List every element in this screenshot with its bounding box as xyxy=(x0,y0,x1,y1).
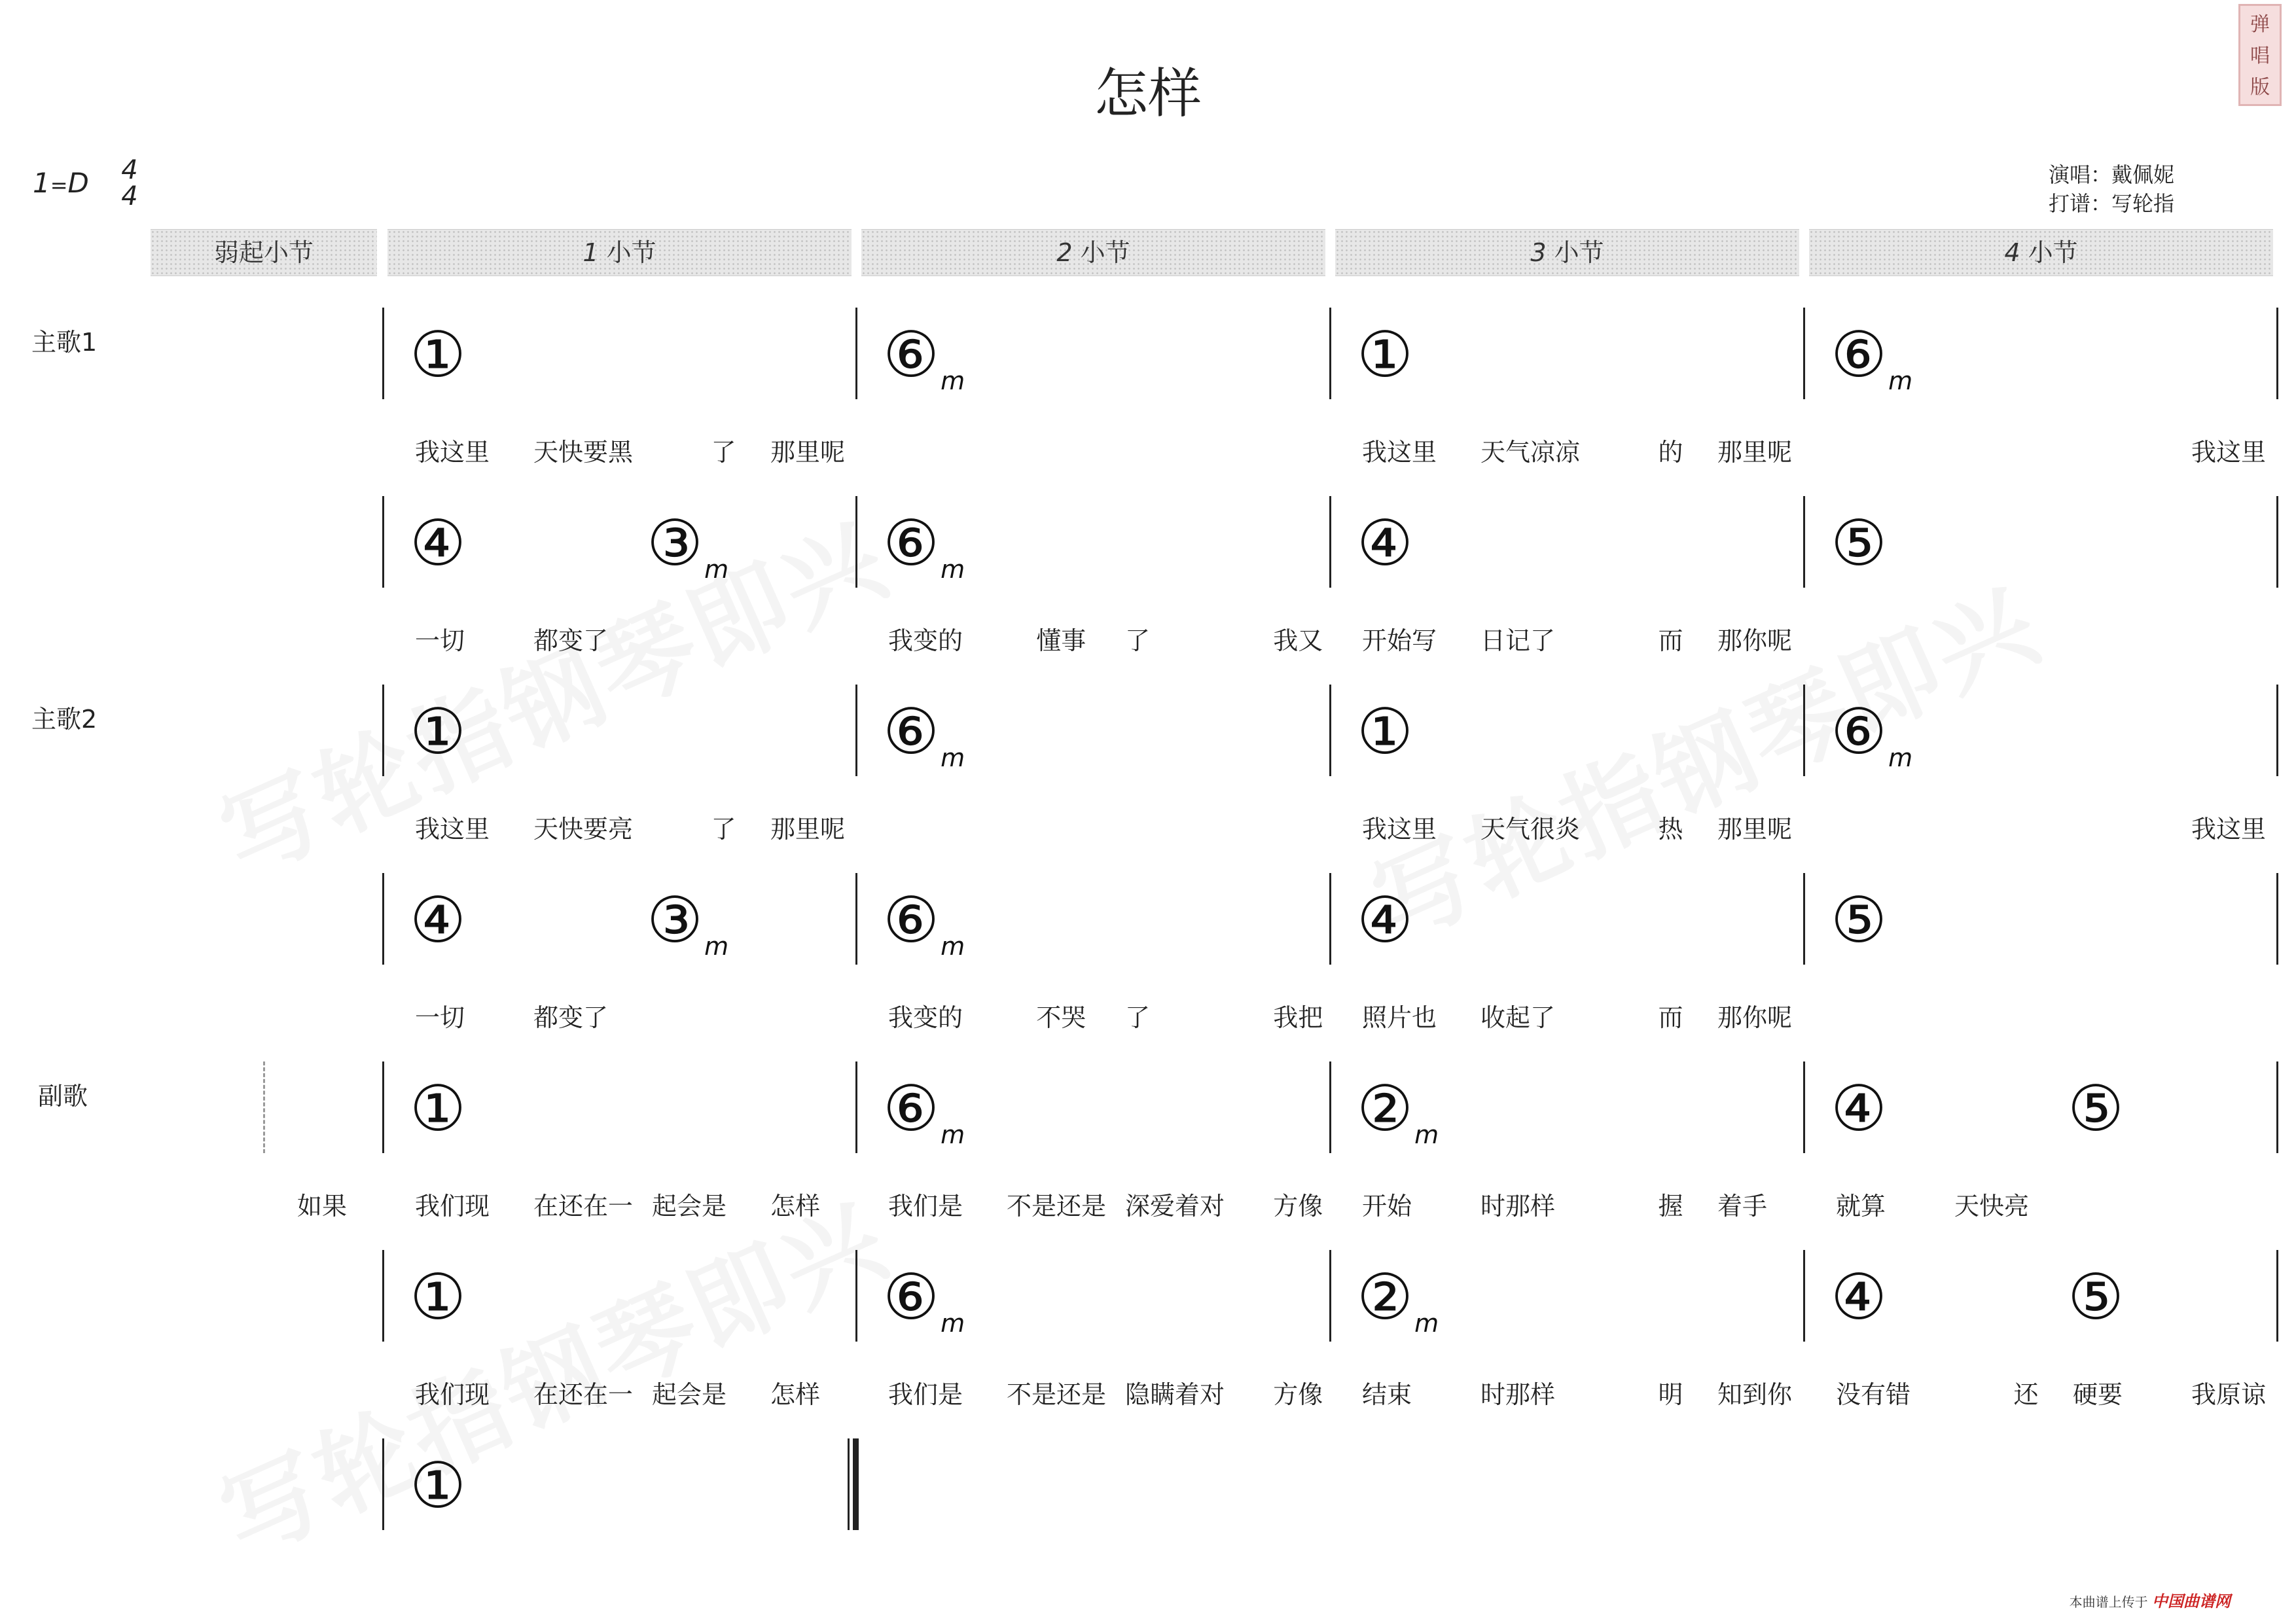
chord-symbol xyxy=(883,1072,965,1153)
chord-quality: m xyxy=(941,1120,965,1149)
chord-degree: ④ xyxy=(1831,1260,1888,1334)
lyric-syllable: 那里呢 xyxy=(770,438,846,467)
chord-quality: m xyxy=(704,932,729,961)
measure-header-1: 1 小节 xyxy=(387,229,852,276)
barline xyxy=(1329,496,1331,588)
stamp-char: 唱 xyxy=(2250,45,2270,67)
lyric-syllable: 热 xyxy=(1658,815,1683,844)
time-signature-bottom: 4 xyxy=(121,181,138,211)
time-signature xyxy=(117,157,143,209)
barline xyxy=(382,496,384,588)
chord-degree: ⑥ xyxy=(883,695,940,768)
chord-degree: ⑤ xyxy=(1831,883,1888,957)
barline xyxy=(855,1250,857,1342)
chord-degree: ① xyxy=(410,695,467,768)
key-prefix: 1 xyxy=(33,167,50,199)
lyric-syllable: 我们现 xyxy=(415,1192,490,1221)
lyric-syllable: 那里呢 xyxy=(770,815,846,844)
stamp-char: 弹 xyxy=(2250,13,2270,36)
lyric-syllable: 硬要 xyxy=(2073,1380,2123,1409)
chord-degree: ⑥ xyxy=(1831,318,1888,391)
barline xyxy=(1329,1250,1331,1342)
lyric-syllable: 天气很炎 xyxy=(1480,815,1581,844)
barline xyxy=(1803,308,1805,399)
chord-degree: ② xyxy=(1357,1072,1414,1145)
lyric-syllable: 在还在一 xyxy=(533,1380,634,1409)
chord-symbol xyxy=(883,507,965,588)
lyric-syllable: 没有错 xyxy=(1836,1380,1911,1409)
barline xyxy=(2276,496,2278,588)
measure-header-3: 3 小节 xyxy=(1335,229,1799,276)
lyric-syllable: 不是还是 xyxy=(1007,1380,1107,1409)
lyric-syllable: 我这里 xyxy=(415,815,490,844)
page-title: 怎样 xyxy=(1094,63,1202,125)
lyric-syllable: 就算 xyxy=(1836,1192,1886,1221)
chord-symbol xyxy=(883,883,965,965)
lyric-syllable: 一切 xyxy=(415,626,465,655)
time-signature-top: 4 xyxy=(121,155,138,185)
lyric-syllable: 怎样 xyxy=(770,1380,821,1409)
lyric-syllable: 那里呢 xyxy=(1717,438,1793,467)
chord-symbol xyxy=(1831,1072,1888,1145)
footer-credit xyxy=(2070,1588,2231,1611)
lyric-syllable: 还 xyxy=(2013,1380,2039,1409)
lyric-syllable: 我们是 xyxy=(888,1192,963,1221)
chord-degree: ② xyxy=(1357,1260,1414,1334)
chord-degree: ⑤ xyxy=(2068,1260,2125,1334)
chord-symbol xyxy=(1357,883,1414,957)
chord-quality: m xyxy=(941,555,965,584)
chord-quality: m xyxy=(1414,1309,1439,1338)
chord-symbol xyxy=(410,1072,467,1145)
chord-symbol xyxy=(1831,507,1888,580)
lyric-syllable: 的 xyxy=(1658,438,1683,467)
lyric-syllable: 那里呢 xyxy=(1717,815,1793,844)
lyric-syllable: 收起了 xyxy=(1480,1003,1556,1032)
chord-degree: ⑥ xyxy=(883,1260,940,1334)
measure-header-2: 2 小节 xyxy=(861,229,1325,276)
lyric-syllable: 都变了 xyxy=(533,626,609,655)
chord-symbol xyxy=(410,695,467,768)
final-barline-thick xyxy=(853,1438,859,1530)
lyric-syllable: 开始写 xyxy=(1362,626,1437,655)
chord-degree: ① xyxy=(1357,318,1414,391)
chord-quality: m xyxy=(1414,1120,1439,1149)
lyric-syllable: 知到你 xyxy=(1717,1380,1793,1409)
lyric-syllable: 天气凉凉 xyxy=(1480,438,1581,467)
lyric-syllable: 了 xyxy=(1125,1003,1151,1032)
arranger-credit: 打谱：写轮指 xyxy=(2049,191,2175,216)
chord-degree: ⑥ xyxy=(883,1072,940,1145)
footer-brand: 中国曲谱网 xyxy=(2152,1592,2231,1611)
key-note: D xyxy=(67,167,89,199)
barline xyxy=(1803,685,1805,776)
chord-degree: ⑥ xyxy=(883,318,940,391)
performer-credit: 演唱：戴佩妮 xyxy=(2049,162,2175,187)
lyric-syllable: 天快要亮 xyxy=(533,815,634,844)
lyric-syllable: 我这里 xyxy=(2191,815,2267,844)
lyric-syllable: 如果 xyxy=(297,1192,348,1221)
lyric-syllable: 那你呢 xyxy=(1717,626,1793,655)
barline xyxy=(2276,685,2278,776)
lyric-syllable: 起会是 xyxy=(652,1192,727,1221)
chord-symbol xyxy=(1831,1260,1888,1334)
lyric-syllable: 而 xyxy=(1658,1003,1683,1032)
chord-symbol xyxy=(647,883,729,965)
lyric-syllable: 我这里 xyxy=(2191,438,2267,467)
section-label-verse-2: 主歌2 xyxy=(31,705,98,734)
barline xyxy=(382,308,384,399)
lyric-syllable: 方像 xyxy=(1273,1380,1323,1409)
lyric-syllable: 天快要黑 xyxy=(533,438,634,467)
barline xyxy=(382,685,384,776)
barline xyxy=(382,873,384,965)
chord-symbol xyxy=(1357,318,1414,391)
chord-symbol xyxy=(1357,695,1414,768)
chord-symbol xyxy=(883,1260,965,1342)
footer-text: 本曲谱上传于 xyxy=(2069,1594,2152,1610)
chord-quality: m xyxy=(704,555,729,584)
lyric-syllable: 我原谅 xyxy=(2191,1380,2267,1409)
lyric-syllable: 了 xyxy=(711,438,736,467)
lyric-syllable: 一切 xyxy=(415,1003,465,1032)
chord-symbol xyxy=(1831,883,1888,957)
chord-symbol xyxy=(2068,1260,2125,1334)
barline xyxy=(2276,1061,2278,1153)
chord-symbol xyxy=(410,1260,467,1334)
chord-degree: ③ xyxy=(647,507,704,580)
barline xyxy=(855,496,857,588)
chord-degree: ① xyxy=(410,1449,467,1522)
chord-symbol xyxy=(410,1449,467,1522)
chord-quality: m xyxy=(941,743,965,772)
chord-degree: ④ xyxy=(1831,1072,1888,1145)
lyric-syllable: 不哭 xyxy=(1036,1003,1086,1032)
lyric-syllable: 我变的 xyxy=(888,1003,963,1032)
chord-quality: m xyxy=(941,932,965,961)
lyric-syllable: 握 xyxy=(1658,1192,1683,1221)
barline xyxy=(1329,1061,1331,1153)
lyric-syllable: 不是还是 xyxy=(1007,1192,1107,1221)
chord-degree: ⑥ xyxy=(883,507,940,580)
chord-symbol xyxy=(1357,1260,1439,1342)
chord-degree: ① xyxy=(1357,695,1414,768)
lyric-syllable: 时那样 xyxy=(1480,1192,1556,1221)
lyric-syllable: 都变了 xyxy=(533,1003,609,1032)
lyric-syllable: 我这里 xyxy=(1362,815,1437,844)
chord-symbol xyxy=(883,318,965,399)
barline xyxy=(855,308,857,399)
barline xyxy=(1803,496,1805,588)
chord-degree: ④ xyxy=(410,883,467,957)
chord-symbol xyxy=(2068,1072,2125,1145)
lyric-syllable: 日记了 xyxy=(1480,626,1556,655)
lyric-syllable: 我变的 xyxy=(888,626,963,655)
barline xyxy=(2276,308,2278,399)
barline xyxy=(855,873,857,965)
chord-quality: m xyxy=(1888,366,1913,395)
barline xyxy=(2276,1250,2278,1342)
barline xyxy=(2276,873,2278,965)
lyric-syllable: 我们是 xyxy=(888,1380,963,1409)
key-signature xyxy=(33,167,89,199)
chord-symbol xyxy=(410,318,467,391)
lyric-syllable: 那你呢 xyxy=(1717,1003,1793,1032)
chord-degree: ⑤ xyxy=(2068,1072,2125,1145)
lyric-syllable: 而 xyxy=(1658,626,1683,655)
key-eq: = xyxy=(50,173,68,198)
barline xyxy=(1803,1061,1805,1153)
chord-degree: ① xyxy=(410,1072,467,1145)
lyric-syllable: 我这里 xyxy=(415,438,490,467)
measure-header-4: 4 小节 xyxy=(1809,229,2273,276)
chord-degree: ⑥ xyxy=(883,883,940,957)
lyric-syllable: 懂事 xyxy=(1036,626,1086,655)
barline xyxy=(855,685,857,776)
lyric-syllable: 起会是 xyxy=(652,1380,727,1409)
chord-degree: ④ xyxy=(1357,883,1414,957)
barline xyxy=(382,1061,384,1153)
chord-symbol xyxy=(1831,695,1913,776)
section-label-verse-1: 主歌1 xyxy=(31,328,98,357)
lyric-syllable: 明 xyxy=(1658,1380,1683,1409)
barline xyxy=(1329,308,1331,399)
barline xyxy=(382,1438,384,1530)
final-barline-thin xyxy=(848,1438,850,1530)
pickup-barline-dashed xyxy=(263,1061,265,1153)
lyric-syllable: 了 xyxy=(711,815,736,844)
lyric-syllable: 隐瞒着对 xyxy=(1125,1380,1225,1409)
watermark xyxy=(196,1162,906,1582)
lyric-syllable: 我们现 xyxy=(415,1380,490,1409)
chord-degree: ⑥ xyxy=(1831,695,1888,768)
chord-degree: ① xyxy=(410,1260,467,1334)
lyric-syllable: 在还在一 xyxy=(533,1192,634,1221)
chord-degree: ① xyxy=(410,318,467,391)
lyric-syllable: 时那样 xyxy=(1480,1380,1556,1409)
barline xyxy=(1803,873,1805,965)
chord-symbol xyxy=(1357,507,1414,580)
lyric-syllable: 结束 xyxy=(1362,1380,1412,1409)
chord-symbol xyxy=(1357,1072,1439,1153)
lyric-syllable: 了 xyxy=(1125,626,1151,655)
lyric-syllable: 开始 xyxy=(1362,1192,1412,1221)
chord-symbol xyxy=(883,695,965,776)
chord-quality: m xyxy=(1888,743,1913,772)
barline xyxy=(1329,873,1331,965)
barline xyxy=(1329,685,1331,776)
barline xyxy=(855,1061,857,1153)
lyric-syllable: 深爱着对 xyxy=(1125,1192,1225,1221)
lyric-syllable: 怎样 xyxy=(770,1192,821,1221)
lyric-syllable: 照片也 xyxy=(1362,1003,1437,1032)
lyric-syllable: 我又 xyxy=(1273,626,1323,655)
measure-header-pickup: 弱起小节 xyxy=(151,229,377,276)
chord-quality: m xyxy=(941,366,965,395)
lyric-syllable: 天快亮 xyxy=(1954,1192,2030,1221)
chord-degree: ④ xyxy=(1357,507,1414,580)
lyric-syllable: 着手 xyxy=(1717,1192,1768,1221)
lyric-syllable: 我把 xyxy=(1273,1003,1323,1032)
watermark xyxy=(1348,547,2058,967)
lyric-syllable: 我这里 xyxy=(1362,438,1437,467)
chord-quality: m xyxy=(941,1309,965,1338)
chord-degree: ④ xyxy=(410,507,467,580)
chord-symbol xyxy=(410,507,467,580)
lyric-syllable: 方像 xyxy=(1273,1192,1323,1221)
section-label-chorus: 副歌 xyxy=(38,1082,88,1111)
barline xyxy=(382,1250,384,1342)
barline xyxy=(1803,1250,1805,1342)
chord-degree: ⑤ xyxy=(1831,507,1888,580)
chord-symbol xyxy=(647,507,729,588)
chord-symbol xyxy=(1831,318,1913,399)
stamp-char: 版 xyxy=(2250,76,2270,99)
version-stamp xyxy=(2238,4,2282,106)
chord-symbol xyxy=(410,883,467,957)
chord-degree: ③ xyxy=(647,883,704,957)
